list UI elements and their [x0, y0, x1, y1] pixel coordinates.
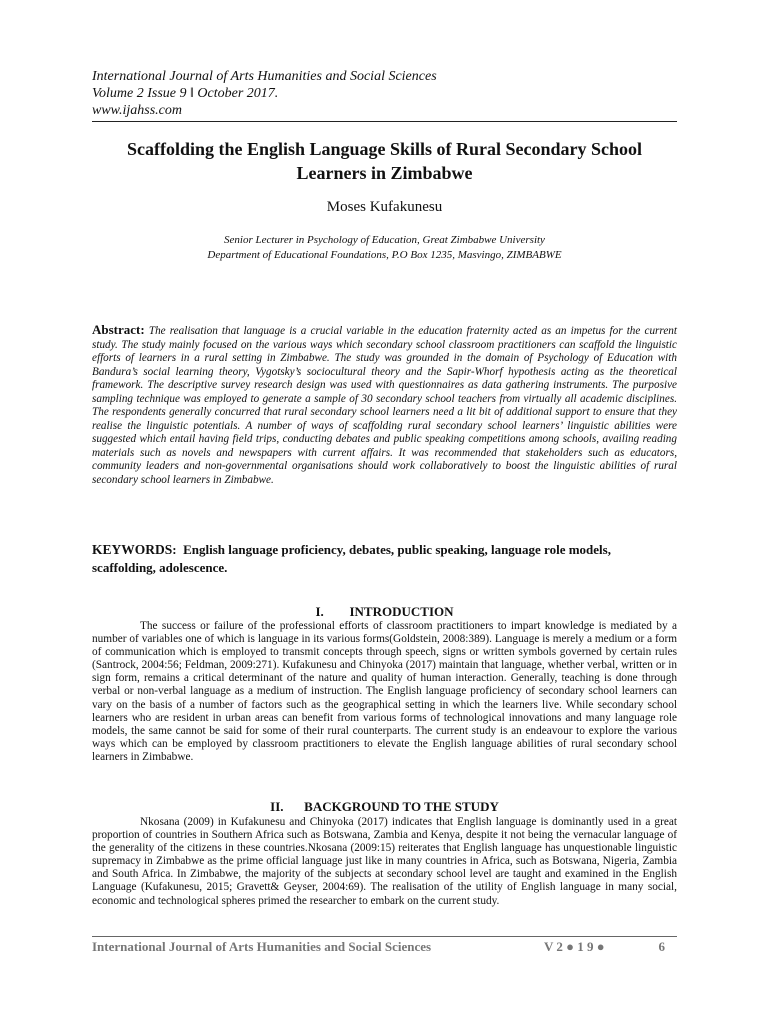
section-title: INTRODUCTION — [349, 604, 454, 619]
abstract-text: The realisation that language is a crucial variable in the education fraternity acted as an impetus for the current study. The study mainly focused on the various ways which secondary school classroom practitioners can scaffold the linguistic efforts of learners in a rural setting in Zimbabwe. The study was grounded in the domain of Psychology of Education with Bandura’s social learning theory, Vygotsky’s sociocultural theory and the Sapir-Whorf hypothesis acting as the theoretical framework. The descriptive survey research design was used with questionnaires as data gathering instruments. The purposive sampling technique was employed to generate a sample of 30 secondary school teachers from virtually all academic disciplines. The respondents generally concurred that rural secondary school learners need a lit bit of additional support to ensure that they realise the linguistic potentials. A number of ways of scaffolding rural secondary school learners’ linguistic abilities were suggested which entail having field trips, conducting debates and public speaking competitions among schools, availing reading materials such as novels and newspapers with current affairs. It was recommended that stakeholders such as educators, community leaders and non-governmental organisations should work collaboratively to boost the linguistic abilities of rural secondary school learners in Zimbabwe. — [92, 325, 677, 487]
abstract-label: Abstract: — [92, 322, 145, 337]
background-paragraph — [92, 816, 677, 908]
section-number: II. — [270, 799, 284, 814]
affiliation-line-2: Department of Educational Foundations, P.O Box 1235, Masvingo, ZIMBABWE — [207, 249, 562, 261]
paragraph-text: Nkosana (2009) in Kufakunesu and Chinyoka (2017) indicates that English language is dominantly used in a great proportion of countries in Southern Africa such as Botswana, Zambia and Kenya, despite it not being the vernacular language of the generality of the citizens in these countries.Nkosana (2009:15) reiterates that English language has unquestionable linguistic supremacy in Zimbabwe as the prime official language just like in many countries in Africa, such as Botswana, Nigeria, Zambia and South Africa. In Zimbabwe, the majority of the subjects at secondary school level are taught and examined in the English Language (Kufakunesu, 2015; Gravett& Geyser, 2004:69). The realisation of the utility of English language in many social, economic and technological spheres primed the researcher to embark on the current study. — [92, 816, 677, 907]
journal-volume: Volume 2 Issue 9 ‖ October 2017. — [92, 86, 279, 101]
keywords-label: KEYWORDS — [92, 542, 173, 557]
author-affiliation — [92, 233, 677, 263]
section-heading-background — [92, 799, 677, 814]
introduction-paragraph — [92, 620, 677, 764]
keywords-text: English language proficiency, debates, public speaking, language role models, scaffolding, adolescence. — [92, 542, 611, 575]
section-heading-introduction — [92, 604, 677, 619]
journal-website: www.ijahss.com — [92, 103, 182, 118]
paragraph-text: The success or failure of the professional efforts of classroom practitioners to impart knowledge is mediated by a number of variables one of which is language in its various forms(Goldstein, 2008:389). Language is merely a medium or a form of communication which is employed to transmit concepts through speech, signs or written symbols governed by certain rules (Santrock, 2004:56; Feldman, 2009:271). Kufakunesu and Chinyoka (2017) maintain that language, whether verbal, written or in sign form, remains a critical determinant of the nature and quality of human interaction. Generally, teaching is done through verbal or non-verbal language as a medium of instruction. The English language proficiency of secondary school learners can vary on the basis of a number of factors such as the geographical setting in which the learners live. While secondary school learners who are resident in urban areas can benefit from various forms of technological innovations and many language role models, the same cannot be said for some of their rural counterparts. The current study is an endeavour to explore the various ways which can be employed by classroom practitioners to elevate the English language abilities of rural secondary school learners in Zimbabwe. — [92, 620, 677, 763]
header-divider — [92, 121, 677, 122]
journal-header — [92, 68, 682, 119]
journal-name: International Journal of Arts Humanities and Social Sciences — [92, 69, 437, 84]
footer-issue: V 2 ● 1 9 ● — [544, 939, 605, 954]
keywords — [92, 541, 677, 577]
keywords-colon: : — [172, 542, 184, 557]
affiliation-line-1: Senior Lecturer in Psychology of Education, Great Zimbabwe University — [224, 234, 545, 246]
paper-title: Scaffolding the English Language Skills of Rural Secondary School Learners in Zimbabwe — [126, 139, 643, 183]
footer-journal: International Journal of Arts Humanities and Social Sciences — [92, 939, 432, 954]
author-name: Moses Kufakunesu — [326, 199, 443, 215]
page-footer — [92, 939, 677, 957]
section-title: BACKGROUND TO THE STUDY — [304, 799, 499, 814]
section-number: I. — [315, 604, 324, 619]
abstract — [92, 323, 677, 488]
footer-divider — [92, 936, 677, 937]
page-number: 6 — [658, 939, 665, 954]
